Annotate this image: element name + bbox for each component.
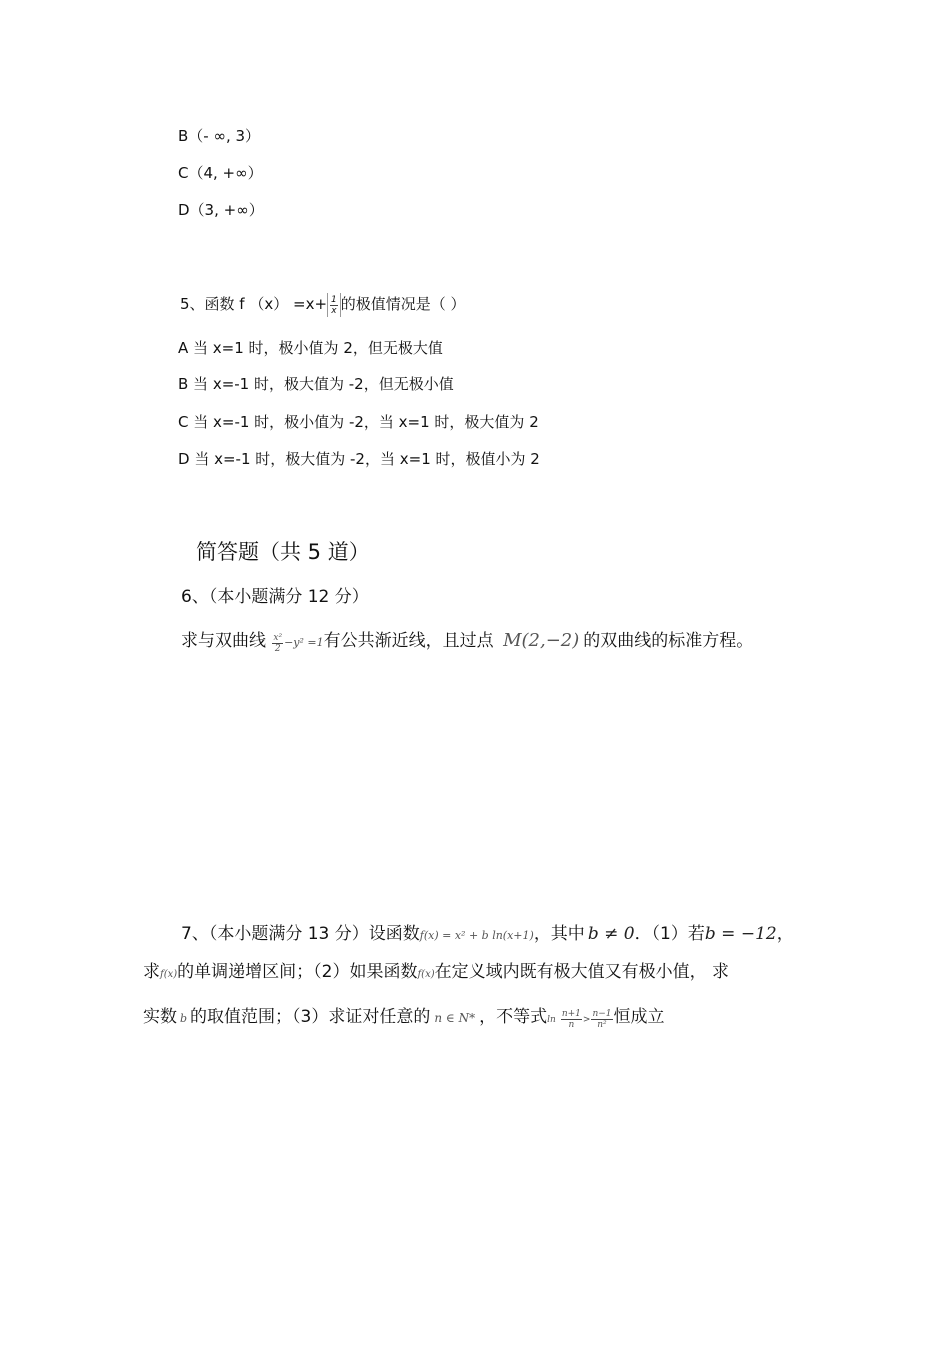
q7-line3-prefix: 实数	[143, 1007, 177, 1027]
q6-curve-denominator: 2	[274, 643, 281, 654]
q5-fraction	[327, 293, 341, 317]
q7-ln-label: ln	[547, 1015, 556, 1025]
q7-line1-mid2: ．（1）若	[634, 924, 705, 944]
q6-text-suffix: 的双曲线的标准方程。	[583, 631, 754, 651]
q5-option-a: A 当 x=1 时，极小值为 2，但无极大值	[178, 339, 443, 357]
q6-hyperbola-equation	[271, 632, 324, 654]
q5-fraction-numerator: 1	[331, 294, 337, 305]
q7-line3-mid: 的取值范围；（3）求证对任意的	[190, 1007, 431, 1027]
q6-curve-rest: −y² =1	[284, 636, 324, 649]
q7-line2-mid: 的单调递增区间；（2）如果函数	[177, 962, 418, 982]
q7-line3-suffix: 恒成立	[613, 1007, 665, 1027]
q5-fraction-denominator: x	[331, 305, 337, 316]
section-heading: 简答题（共 5 道）	[196, 540, 370, 564]
q5-option-c: C 当 x=-1 时，极小值为 -2，当 x=1 时，极大值为 2	[178, 413, 539, 431]
q7-line1-prefix: 7、（本小题满分 13 分）设函数	[181, 924, 420, 944]
q6-text-prefix: 求与双曲线	[181, 631, 266, 651]
q7-line3-mid2: ，不等式	[479, 1007, 548, 1027]
q7-inequality	[547, 1009, 613, 1030]
q7-line1-suffix: ，	[776, 924, 794, 944]
q5-option-b: B 当 x=-1 时，极大值为 -2，但无极小值	[178, 375, 454, 393]
question-7-line-2	[143, 960, 729, 987]
q7-n-set: n ∈ N*	[434, 1011, 476, 1025]
q7-fx-1: f(x)	[160, 969, 178, 980]
question-5-stem	[180, 292, 466, 317]
q7-right-denominator: n²	[597, 1020, 607, 1030]
q7-condition-b: b ≠ 0	[587, 924, 635, 944]
option-b: B（- ∞, 3）	[178, 127, 261, 145]
q6-curve-numerator: x²	[273, 632, 283, 643]
q5-stem-prefix: 5、函数 f （x） =x+	[180, 295, 328, 313]
question-7-line-3	[143, 1003, 665, 1034]
option-d: D（3, +∞）	[178, 201, 264, 219]
q7-b-symbol: b	[180, 1012, 188, 1025]
q7-left-numerator: n+1	[561, 1009, 581, 1019]
q6-point: M(2,−2)	[503, 630, 580, 651]
question-6-text	[181, 627, 753, 657]
q7-line2-suffix: 在定义域内既有极大值又有极小值， 求	[434, 962, 730, 982]
question-6-header: 6、（本小题满分 12 分）	[181, 587, 369, 607]
q7-function-definition: f(x) = x² + b ln(x+1)	[419, 929, 534, 942]
q6-text-mid: 有公共渐近线，且过点	[323, 631, 494, 651]
q7-greater-than: >	[582, 1015, 591, 1025]
q5-option-d: D 当 x=-1 时，极大值为 -2，当 x=1 时，极值小为 2	[178, 450, 540, 468]
q7-right-numerator: n−1	[592, 1009, 612, 1019]
q7-b-value: b = −12	[704, 924, 777, 944]
q7-fx-2: f(x)	[417, 969, 435, 980]
q5-stem-suffix: 的极值情况是（ ）	[340, 295, 466, 313]
option-c: C（4, +∞）	[178, 164, 263, 182]
question-7-line-1	[181, 922, 794, 948]
q7-line1-mid: ，其中	[533, 924, 585, 944]
q7-left-denominator: n	[568, 1020, 575, 1030]
q7-line2-prefix: 求	[143, 962, 160, 982]
